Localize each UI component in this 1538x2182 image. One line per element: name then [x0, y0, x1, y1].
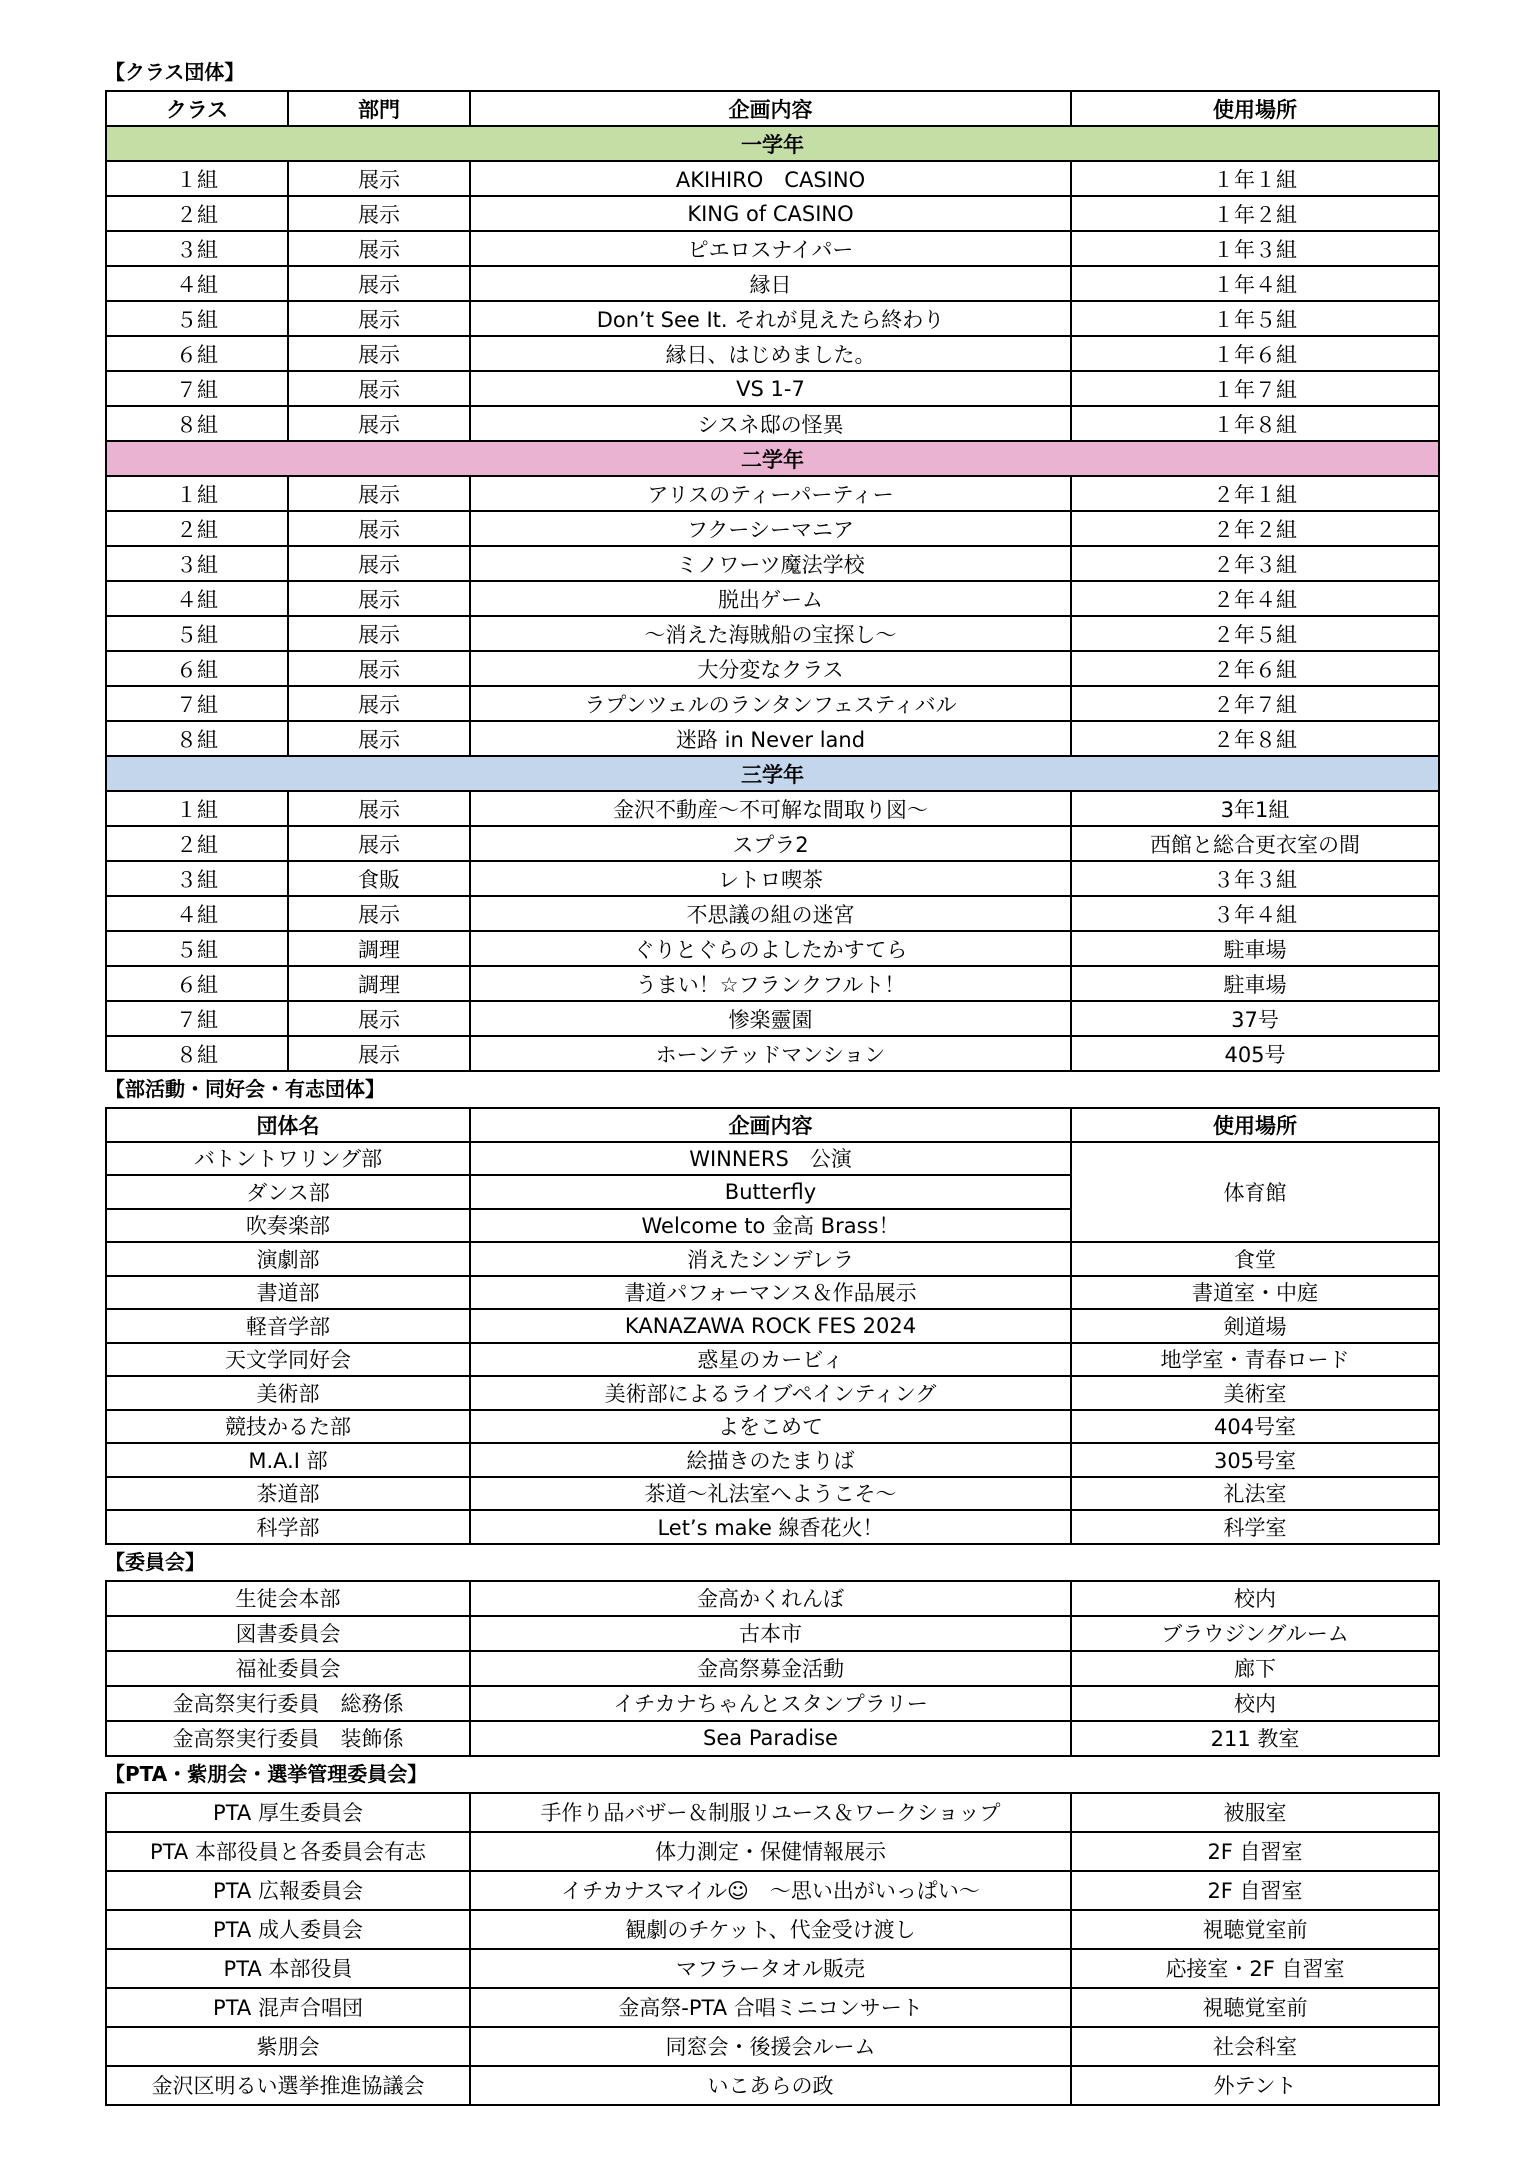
group-name-cell: 生徒会本部 — [106, 1581, 470, 1616]
content-cell: ミノワーツ魔法学校 — [470, 546, 1071, 581]
grade-label: 三学年 — [106, 756, 1439, 791]
table-row — [106, 1477, 1439, 1511]
place-cell: 211 教室 — [1071, 1721, 1439, 1756]
table-row — [106, 1410, 1439, 1444]
table-row — [106, 1949, 1439, 1988]
class-cell: ４組 — [106, 581, 288, 616]
table-row — [106, 616, 1439, 651]
place-cell: 剣道場 — [1071, 1309, 1439, 1343]
content-cell: Butterfly — [470, 1175, 1071, 1209]
place-cell: ３年３組 — [1071, 861, 1439, 896]
category-cell: 展示 — [288, 896, 470, 931]
group-name-cell: 演劇部 — [106, 1242, 470, 1276]
committee-table — [105, 1580, 1440, 1757]
category-cell: 展示 — [288, 406, 470, 441]
content-cell: 金高祭募金活動 — [470, 1651, 1071, 1686]
category-cell: 展示 — [288, 616, 470, 651]
content-cell: イチカナちゃんとスタンプラリー — [470, 1686, 1071, 1721]
content-cell: うまい！☆フランクフルト！ — [470, 966, 1071, 1001]
table-row — [106, 476, 1439, 511]
document-page — [105, 55, 1438, 2106]
place-cell: 礼法室 — [1071, 1477, 1439, 1511]
class-cell: ６組 — [106, 336, 288, 371]
content-cell: 体力測定・保健情報展示 — [470, 1832, 1071, 1871]
table-row — [106, 196, 1439, 231]
place-cell: 視聴覚室前 — [1071, 1988, 1439, 2027]
place-cell: ２年３組 — [1071, 546, 1439, 581]
place-cell: １年１組 — [1071, 161, 1439, 196]
class-cell: １組 — [106, 161, 288, 196]
group-name-cell: バトントワリング部 — [106, 1142, 470, 1176]
group-name-cell: PTA 混声合唱団 — [106, 1988, 470, 2027]
committee-table-body — [106, 1581, 1439, 1756]
category-cell: 展示 — [288, 161, 470, 196]
table-row — [106, 336, 1439, 371]
class-cell: １組 — [106, 476, 288, 511]
pta-table-body — [106, 1793, 1439, 2105]
club-table-body — [106, 1142, 1439, 1544]
class-cell: ７組 — [106, 686, 288, 721]
class-cell: ２組 — [106, 196, 288, 231]
category-cell: 展示 — [288, 791, 470, 826]
place-cell: 応接室・2F 自習室 — [1071, 1949, 1439, 1988]
table-row — [106, 1871, 1439, 1910]
category-cell: 展示 — [288, 476, 470, 511]
group-name-cell: M.A.I 部 — [106, 1443, 470, 1477]
content-cell: 絵描きのたまりば — [470, 1443, 1071, 1477]
table-row — [106, 861, 1439, 896]
place-cell: 外テント — [1071, 2066, 1439, 2105]
grade-label: 一学年 — [106, 126, 1439, 161]
content-cell: ～消えた海賊船の宝探し～ — [470, 616, 1071, 651]
content-cell: アリスのティーパーティー — [470, 476, 1071, 511]
content-cell: AKIHIRO CASINO — [470, 161, 1071, 196]
content-cell: 美術部によるライブペインティング — [470, 1376, 1071, 1410]
grade-header-row — [106, 756, 1439, 791]
place-cell: 3年1組 — [1071, 791, 1439, 826]
category-cell: 展示 — [288, 511, 470, 546]
content-cell: 惑星のカービィ — [470, 1343, 1071, 1377]
content-cell: スプラ2 — [470, 826, 1071, 861]
content-cell: 古本市 — [470, 1616, 1071, 1651]
content-cell: 不思議の組の迷宮 — [470, 896, 1071, 931]
table-row — [106, 511, 1439, 546]
table-row — [106, 686, 1439, 721]
group-name-cell: 美術部 — [106, 1376, 470, 1410]
place-cell: 書道室・中庭 — [1071, 1276, 1439, 1310]
place-cell: １年３組 — [1071, 231, 1439, 266]
group-name-cell: 金高祭実行委員 装飾係 — [106, 1721, 470, 1756]
table-row — [106, 826, 1439, 861]
header-category: 部門 — [288, 91, 470, 126]
place-cell: １年４組 — [1071, 266, 1439, 301]
table-row — [106, 1988, 1439, 2027]
category-cell: 展示 — [288, 371, 470, 406]
class-section-title: 【クラス団体】 — [105, 60, 245, 84]
group-name-cell: 図書委員会 — [106, 1616, 470, 1651]
place-cell: ２年８組 — [1071, 721, 1439, 756]
table-row — [106, 1242, 1439, 1276]
table-row — [106, 1721, 1439, 1756]
group-name-cell: 軽音学部 — [106, 1309, 470, 1343]
group-name-cell: PTA 広報委員会 — [106, 1871, 470, 1910]
table-row — [106, 1793, 1439, 1832]
content-cell: ラプンツェルのランタンフェスティバル — [470, 686, 1071, 721]
place-cell: ２年５組 — [1071, 616, 1439, 651]
content-cell: 縁日 — [470, 266, 1071, 301]
table-row — [106, 1832, 1439, 1871]
category-cell: 展示 — [288, 301, 470, 336]
place-cell: 校内 — [1071, 1686, 1439, 1721]
class-cell: ３組 — [106, 546, 288, 581]
class-table-header — [106, 91, 1439, 126]
content-cell: 金沢不動産～不可解な間取り図～ — [470, 791, 1071, 826]
content-cell: 金高祭-PTA 合唱ミニコンサート — [470, 1988, 1071, 2027]
committee-section-title: 【委員会】 — [105, 1549, 205, 1574]
category-cell: 展示 — [288, 336, 470, 371]
table-row — [106, 931, 1439, 966]
place-cell: ２年７組 — [1071, 686, 1439, 721]
pta-section-title: 【PTA・紫朋会・選挙管理委員会】 — [105, 1761, 428, 1786]
place-cell: 校内 — [1071, 1581, 1439, 1616]
place-cell: 2F 自習室 — [1071, 1832, 1439, 1871]
class-cell: ５組 — [106, 301, 288, 336]
table-row — [106, 1910, 1439, 1949]
class-cell: １組 — [106, 791, 288, 826]
class-cell: ４組 — [106, 266, 288, 301]
content-cell: 大分変なクラス — [470, 651, 1071, 686]
header-content: 企画内容 — [470, 1108, 1071, 1142]
place-cell: 駐車場 — [1071, 931, 1439, 966]
pta-table — [105, 1792, 1440, 2106]
class-cell: ５組 — [106, 931, 288, 966]
content-cell: 手作り品バザー＆制服リユース＆ワークショップ — [470, 1793, 1071, 1832]
grade-label: 二学年 — [106, 441, 1439, 476]
content-cell: イチカナスマイル☺ ～思い出がいっぱい～ — [470, 1871, 1071, 1910]
class-cell: ５組 — [106, 616, 288, 651]
content-cell: 金高かくれんぼ — [470, 1581, 1071, 1616]
header-group-name: 団体名 — [106, 1108, 470, 1142]
content-cell: KANAZAWA ROCK FES 2024 — [470, 1309, 1071, 1343]
category-cell: 展示 — [288, 651, 470, 686]
place-cell: 404号室 — [1071, 1410, 1439, 1444]
category-cell: 食販 — [288, 861, 470, 896]
table-row — [106, 896, 1439, 931]
grade-header-row — [106, 441, 1439, 476]
table-row — [106, 1616, 1439, 1651]
table-row — [106, 1343, 1439, 1377]
table-row — [106, 1686, 1439, 1721]
content-cell: フクーシーマニア — [470, 511, 1071, 546]
category-cell: 展示 — [288, 1036, 470, 1071]
table-row — [106, 1510, 1439, 1544]
class-cell: ８組 — [106, 721, 288, 756]
category-cell: 展示 — [288, 686, 470, 721]
place-cell: 駐車場 — [1071, 966, 1439, 1001]
table-row — [106, 1581, 1439, 1616]
table-row — [106, 371, 1439, 406]
place-cell: ３年４組 — [1071, 896, 1439, 931]
place-cell: １年５組 — [1071, 301, 1439, 336]
header-content: 企画内容 — [470, 91, 1071, 126]
content-cell: よをこめて — [470, 1410, 1071, 1444]
place-cell: 社会科室 — [1071, 2027, 1439, 2066]
content-cell: Don’t See It. それが見えたら終わり — [470, 301, 1071, 336]
place-cell: ２年４組 — [1071, 581, 1439, 616]
header-class: クラス — [106, 91, 288, 126]
group-name-cell: 天文学同好会 — [106, 1343, 470, 1377]
content-cell: 消えたシンデレラ — [470, 1242, 1071, 1276]
table-row — [106, 1276, 1439, 1310]
class-cell: ６組 — [106, 651, 288, 686]
group-name-cell: 茶道部 — [106, 1477, 470, 1511]
category-cell: 調理 — [288, 931, 470, 966]
club-table — [105, 1107, 1440, 1545]
place-cell: 体育館 — [1071, 1142, 1439, 1243]
header-place: 使用場所 — [1071, 91, 1439, 126]
category-cell: 展示 — [288, 196, 470, 231]
content-cell: 同窓会・後援会ルーム — [470, 2027, 1071, 2066]
content-cell: ホーンテッドマンション — [470, 1036, 1071, 1071]
grade-header-row — [106, 126, 1439, 161]
group-name-cell: 競技かるた部 — [106, 1410, 470, 1444]
place-cell: 305号室 — [1071, 1443, 1439, 1477]
class-cell: ３組 — [106, 231, 288, 266]
table-row — [106, 161, 1439, 196]
group-name-cell: 金沢区明るい選挙推進協議会 — [106, 2066, 470, 2105]
content-cell: Welcome to 金高 Brass！ — [470, 1209, 1071, 1243]
place-cell: 被服室 — [1071, 1793, 1439, 1832]
content-cell: Let’s make 線香花火！ — [470, 1510, 1071, 1544]
group-name-cell: PTA 本部役員と各委員会有志 — [106, 1832, 470, 1871]
table-row — [106, 966, 1439, 1001]
header-place: 使用場所 — [1071, 1108, 1439, 1142]
place-cell: 科学室 — [1071, 1510, 1439, 1544]
place-cell: １年２組 — [1071, 196, 1439, 231]
place-cell: 2F 自習室 — [1071, 1871, 1439, 1910]
place-cell: 405号 — [1071, 1036, 1439, 1071]
table-row — [106, 1309, 1439, 1343]
class-table — [105, 90, 1440, 1072]
content-cell: マフラータオル販売 — [470, 1949, 1071, 1988]
table-row — [106, 1142, 1439, 1176]
group-name-cell: 吹奏楽部 — [106, 1209, 470, 1243]
table-row — [106, 546, 1439, 581]
table-row — [106, 1443, 1439, 1477]
content-cell: 観劇のチケット、代金受け渡し — [470, 1910, 1071, 1949]
table-row — [106, 581, 1439, 616]
class-cell: ４組 — [106, 896, 288, 931]
class-cell: ８組 — [106, 1036, 288, 1071]
place-cell: 地学室・青春ロード — [1071, 1343, 1439, 1377]
table-row — [106, 651, 1439, 686]
category-cell: 展示 — [288, 231, 470, 266]
content-cell: 惨楽靈園 — [470, 1001, 1071, 1036]
content-cell: ピエロスナイパー — [470, 231, 1071, 266]
place-cell: 廊下 — [1071, 1651, 1439, 1686]
content-cell: VS 1-7 — [470, 371, 1071, 406]
club-table-header — [106, 1108, 1439, 1142]
content-cell: KING of CASINO — [470, 196, 1071, 231]
category-cell: 調理 — [288, 966, 470, 1001]
class-cell: ６組 — [106, 966, 288, 1001]
table-row — [106, 1651, 1439, 1686]
content-cell: 縁日、はじめました。 — [470, 336, 1071, 371]
class-cell: ７組 — [106, 1001, 288, 1036]
place-cell: １年８組 — [1071, 406, 1439, 441]
group-name-cell: 書道部 — [106, 1276, 470, 1310]
category-cell: 展示 — [288, 581, 470, 616]
club-section-title: 【部活動・同好会・有志団体】 — [105, 1077, 385, 1101]
table-row — [106, 791, 1439, 826]
place-cell: 視聴覚室前 — [1071, 1910, 1439, 1949]
content-cell: シスネ邸の怪異 — [470, 406, 1071, 441]
content-cell: Sea Paradise — [470, 1721, 1071, 1756]
table-row — [106, 721, 1439, 756]
content-cell: 脱出ゲーム — [470, 581, 1071, 616]
content-cell: いこあらの政 — [470, 2066, 1071, 2105]
table-row — [106, 2027, 1439, 2066]
content-cell: ぐりとぐらのよしたかすてら — [470, 931, 1071, 966]
place-cell: 西館と総合更衣室の間 — [1071, 826, 1439, 861]
place-cell: 37号 — [1071, 1001, 1439, 1036]
table-row — [106, 266, 1439, 301]
category-cell: 展示 — [288, 546, 470, 581]
group-name-cell: 福祉委員会 — [106, 1651, 470, 1686]
table-row — [106, 1001, 1439, 1036]
group-name-cell: 金高祭実行委員 総務係 — [106, 1686, 470, 1721]
group-name-cell: ダンス部 — [106, 1175, 470, 1209]
class-table-body — [106, 126, 1439, 1071]
place-cell: １年６組 — [1071, 336, 1439, 371]
place-cell: １年７組 — [1071, 371, 1439, 406]
group-name-cell: PTA 本部役員 — [106, 1949, 470, 1988]
class-cell: ３組 — [106, 861, 288, 896]
place-cell: ２年１組 — [1071, 476, 1439, 511]
content-cell: レトロ喫茶 — [470, 861, 1071, 896]
category-cell: 展示 — [288, 826, 470, 861]
group-name-cell: PTA 厚生委員会 — [106, 1793, 470, 1832]
content-cell: 書道パフォーマンス＆作品展示 — [470, 1276, 1071, 1310]
place-cell: ブラウジングルーム — [1071, 1616, 1439, 1651]
place-cell: ２年６組 — [1071, 651, 1439, 686]
category-cell: 展示 — [288, 1001, 470, 1036]
table-row — [106, 2066, 1439, 2105]
table-row — [106, 406, 1439, 441]
table-row — [106, 1376, 1439, 1410]
place-cell: ２年２組 — [1071, 511, 1439, 546]
category-cell: 展示 — [288, 721, 470, 756]
class-cell: ８組 — [106, 406, 288, 441]
category-cell: 展示 — [288, 266, 470, 301]
group-name-cell: 紫朋会 — [106, 2027, 470, 2066]
class-cell: ２組 — [106, 511, 288, 546]
table-row — [106, 1036, 1439, 1071]
class-cell: ２組 — [106, 826, 288, 861]
table-row — [106, 231, 1439, 266]
content-cell: 迷路 in Never land — [470, 721, 1071, 756]
place-cell: 食堂 — [1071, 1242, 1439, 1276]
group-name-cell: PTA 成人委員会 — [106, 1910, 470, 1949]
place-cell: 美術室 — [1071, 1376, 1439, 1410]
content-cell: 茶道～礼法室へようこそ～ — [470, 1477, 1071, 1511]
class-cell: ７組 — [106, 371, 288, 406]
table-row — [106, 301, 1439, 336]
content-cell: WINNERS 公演 — [470, 1142, 1071, 1176]
group-name-cell: 科学部 — [106, 1510, 470, 1544]
